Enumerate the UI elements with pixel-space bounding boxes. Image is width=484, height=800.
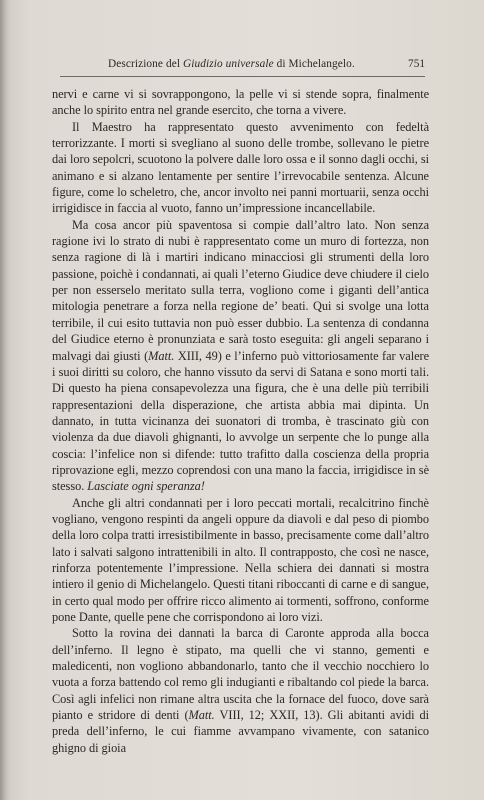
- running-head-title-italic: Giudizio universale: [183, 58, 274, 70]
- italic-text: Lasciate ogni speranza!: [87, 479, 205, 494]
- paragraph: [52, 217, 429, 495]
- italic-text: Matt.: [188, 708, 215, 723]
- running-header: [60, 56, 425, 72]
- page-number: 751: [408, 58, 425, 70]
- paragraph-text: XIII, 49) e l’inferno può vittoriosamente far valere i suoi diritti su coloro, che hanno vissuto da servi di Satana e sono morti tali. Di questo ha piena consapevolezza una figura, che è una delle più terribili rappresentazioni della disperazione, che artista abbia mai dipinta. Un dannato, in tutta vicinanza dei suonatori di tromba, è trascinato giù con violenza da due diavoli ghignanti, lo avvolge un serpente che lo punge alla coscia: l’infelice non si difende: tutto trafitto dalla coscienza della propria riprovazione egli, mezzo coprendosi con una mano la faccia, irrigidisce in sè stesso.: [52, 348, 430, 494]
- body-text: [52, 86, 429, 756]
- paragraph: [52, 625, 429, 756]
- header-rule: [60, 76, 425, 77]
- running-head-title-post: di Michelangelo.: [273, 58, 355, 70]
- paragraph: [52, 119, 429, 217]
- paragraph-text: Sotto la rovina dei dannati la barca di Caronte approda alla bocca dell’inferno. Il legno è stipato, ma quelli che vi stanno, gementi e maledicenti, non vogliono abbandonarlo, tanto che il vecchio nocchiero lo vuota a forza battendo col remo gli indugianti e ribaltando col piede la barca. Così agli infelici non rimane altra uscita che la fornace del fuoco, dove sarà pianto e stridore di denti (: [52, 626, 429, 723]
- paragraph-text: VIII, 12; XXII, 13). Gli abitanti avidi di preda dell’inferno, le cui fiamme avvampano vivamente, con satanico ghigno di gioia: [52, 708, 429, 755]
- paragraph: [52, 495, 429, 626]
- running-head-title-pre: Descrizione del: [108, 58, 183, 70]
- paragraph-text: Ma cosa ancor più spaventosa si compie dall’altro lato. Non senza ragione ivi lo strato di nubi è rappresentato come un muro di fortezza, non senza ragione di là i martiri indicano minacciosi gli strumenti della loro passione, poichè i condannati, ai quali l’eterno Giudice deve chiudere il cielo per non esserselo meritato sulla terra, vogliono come i giganti dell’antica mitologia penetrare a forza nella regione de’ beati. Qui si svolge una lotta terribile, il cui esito tuttavia non può esser dubbio. La sentenza di condanna del Giudice eterno è pronunziata e sarà tosto eseguita: gli angeli separano i malvagi dai giusti (: [52, 217, 429, 363]
- italic-text: Matt.: [148, 348, 175, 363]
- paragraph-text: Anche gli altri condannati per i loro peccati mortali, recalcitrino finchè vogliano, vengono respinti da angeli oppure da diavoli e dal peso di piombo della loro colpa tratti irresistibilmente in basso, precisamente come dall’altro lato i salvati salgono intrattenibili in alto. Il contrapposto, che così ne nasce, rinforza potentemente l’impressione. Nella schiera dei dannati si mostra intiero il genio di Michelangelo. Questi titani riboccanti di carne e di sangue, in certo qual modo per offrire ricco alimento ai tormenti, soffrono, conforme pone Dante, quelle pene che corrispondono ai loro vizi.: [52, 495, 429, 624]
- running-head-title: [108, 56, 355, 72]
- page-gutter-shadow: [0, 0, 10, 800]
- paragraph: [52, 86, 429, 119]
- paragraph-text: nervi e carne vi si sovrappongono, la pelle vi si stende sopra, finalmente anche lo spirito entra nel grande esercito, che torna a vivere.: [52, 87, 429, 118]
- paragraph-text: Il Maestro ha rappresentato questo avvenimento con fedeltà terrorizzante. I morti si svegliano al suono delle trombe, sollevano le pietre dai loro sepolcri, scuotono la polvere dalle loro ossa e il sonno dagli occhi, si animano e si alzano lentamente per sentire l’irrevocabile sentenza. Alcune figure, come lo scheletro, che, ancor involto nei panni mortuarii, senza occhi irrigidisce in faccia al vuoto, fanno un’impressione incancellabile.: [52, 119, 429, 216]
